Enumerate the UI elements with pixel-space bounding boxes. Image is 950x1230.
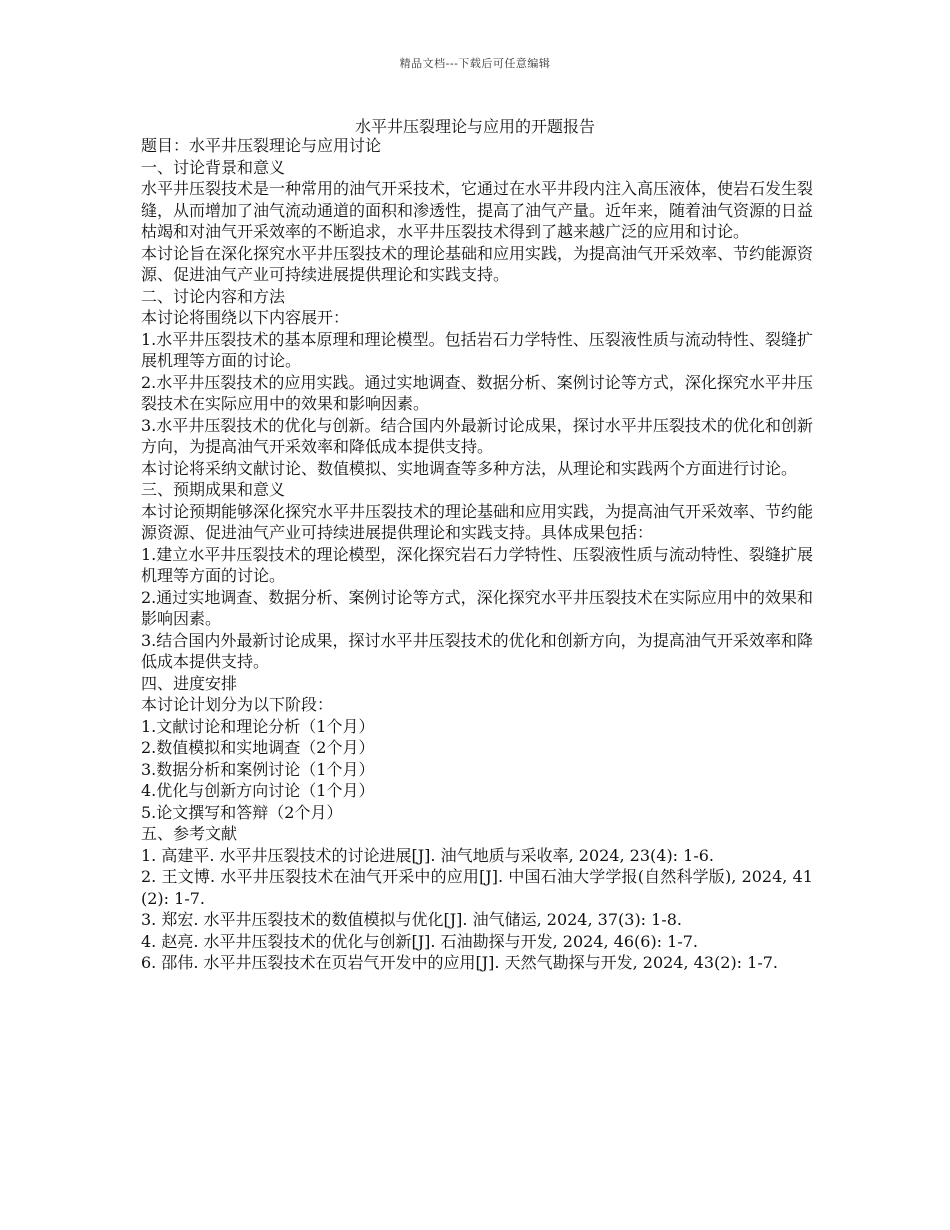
reference-item-2: 2. 王文博. 水平井压裂技术在油气开采中的应用[J]. 中国石油大学学报(自然科学版), 2024, 41(2): 1-7. [141, 867, 813, 908]
paragraph-content-intro: 本讨论将围绕以下内容展开： [141, 308, 350, 327]
section-heading-content-methods: 二、讨论内容和方法 [141, 286, 286, 306]
report-topic: 题目：水平井压裂理论与应用讨论 [141, 136, 382, 155]
section-heading-schedule: 四、进度安排 [141, 673, 238, 693]
reference-item-6: 6. 邵伟. 水平井压裂技术在页岩气开发中的应用[J]. 天然气勘探与开发, 2024, 43(2): 1-7. [141, 953, 779, 972]
document-body [141, 135, 813, 974]
list-item-content-1: 1.水平井压裂技术的基本原理和理论模型。包括岩石力学特性、压裂液性质与流动特性、裂缝扩展机理等方面的讨论。 [141, 329, 813, 370]
section-heading-background: 一、讨论背景和意义 [141, 157, 286, 177]
paragraph-expected-results: 本讨论预期能够深化探究水平井压裂技术的理论基础和应用实践，为提高油气开采效率、节约能源资源、促进油气产业可持续进展提供理论和实践支持。具体成果包括： [141, 501, 814, 542]
list-item-schedule-2: 2.数值模拟和实地调查（2个月） [141, 738, 375, 757]
list-item-result-3: 3.结合国内外最新讨论成果，探讨水平井压裂技术的优化和创新方向，为提高油气开采效率和降低成本提供支持。 [141, 630, 813, 671]
section-heading-references: 五、参考文献 [141, 824, 238, 843]
document-title: 水平井压裂理论与应用的开题报告 [354, 117, 595, 136]
list-item-schedule-5: 5.论文撰写和答辩（2个月） [141, 802, 343, 822]
paragraph-methods: 本讨论将采纳文献讨论、数值模拟、实地调查等多种方法，从理论和实践两个方面进行讨论。 [141, 458, 798, 478]
list-item-schedule-1: 1.文献讨论和理论分析（1个月） [141, 716, 375, 736]
page-header-note: 精品文档---下载后可任意编辑 [399, 57, 551, 70]
reference-item-4: 4. 赵亮. 水平井压裂技术的优化与创新[J]. 石油勘探与开发, 2024, 46(6): 1-7. [141, 931, 699, 951]
list-item-result-1: 1.建立水平井压裂技术的理论模型，深化探究岩石力学特性、压裂液性质与流动特性、裂缝扩展机理等方面的讨论。 [141, 544, 813, 585]
list-item-schedule-4: 4.优化与创新方向讨论（1个月） [141, 781, 375, 800]
reference-item-1: 1. 高建平. 水平井压裂技术的讨论进展[J]. 油气地质与采收率, 2024, 23(4): 1-6. [141, 845, 715, 865]
reference-item-3: 3. 郑宏. 水平井压裂技术的数值模拟与优化[J]. 油气储运, 2024, 37(3): 1-8. [141, 910, 683, 929]
list-item-schedule-3: 3.数据分析和案例讨论（1个月） [141, 759, 375, 779]
section-heading-expected-results: 三、预期成果和意义 [141, 480, 286, 499]
list-item-content-3: 3.水平井压裂技术的优化与创新。结合国内外最新讨论成果，探讨水平井压裂技术的优化和创新方向，为提高油气开采效率和降低成本提供支持。 [141, 415, 813, 456]
paragraph-schedule-intro: 本讨论计划分为以下阶段： [141, 695, 334, 714]
list-item-result-2: 2.通过实地调查、数据分析、案例讨论等方式，深化探究水平井压裂技术在实际应用中的效果和影响因素。 [141, 587, 813, 628]
paragraph-background: 水平井压裂技术是一种常用的油气开采技术，它通过在水平井段内注入高压液体，使岩石发生裂缝，从而增加了油气流动通道的面积和渗透性，提高了油气产量。近年来，随着油气资源的日益枯竭和对油气开采效率的不断追求，水平井压裂技术得到了越来越广泛的应用和讨论。 [141, 179, 814, 241]
list-item-content-2: 2.水平井压裂技术的应用实践。通过实地调查、数据分析、案例讨论等方式，深化探究水平井压裂技术在实际应用中的效果和影响因素。 [141, 372, 813, 413]
paragraph-purpose: 本讨论旨在深化探究水平井压裂技术的理论基础和应用实践，为提高油气开采效率、节约能源资源、促进油气产业可持续进展提供理论和实践支持。 [141, 243, 814, 284]
